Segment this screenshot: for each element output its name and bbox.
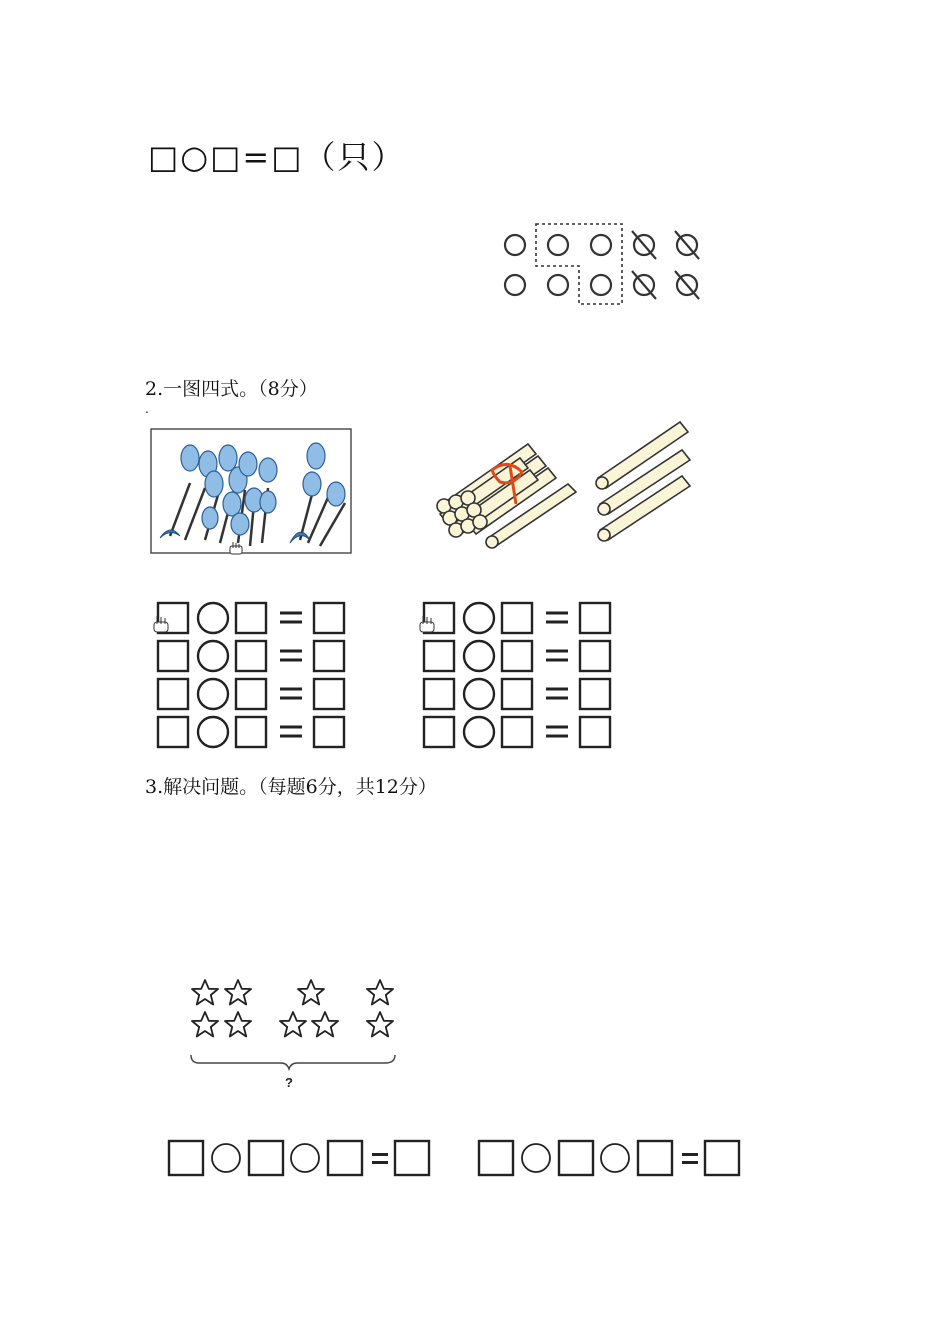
question-2-title: 2.一图四式。（8分） [145,378,318,400]
answer-box[interactable] [502,679,532,709]
tulip-icon [239,452,257,476]
equation-row [158,679,344,709]
sticks-picture [430,420,692,550]
grid-circle [505,235,525,255]
star-icon [312,1012,338,1037]
answer-box[interactable] [580,717,610,747]
answer-box[interactable] [395,1141,429,1175]
answer-box[interactable] [502,717,532,747]
operator-circle[interactable] [522,1144,550,1172]
tulip-icon [223,492,241,516]
equation-grid-left [150,598,360,758]
tulip-icon [202,507,218,529]
answer-box[interactable] [705,1141,739,1175]
equation-row [420,603,610,633]
star-icon [225,1012,251,1037]
answer-box[interactable] [424,717,454,747]
tulip-icon [181,445,199,471]
answer-box[interactable] [249,1141,283,1175]
bottom-equation-right [476,1138,748,1182]
equation-row [158,717,344,747]
equation-row [424,679,610,709]
star-icon [192,980,218,1005]
star-icon [367,1012,393,1037]
operator-circle[interactable] [198,679,228,709]
answer-box[interactable] [314,717,344,747]
answer-box[interactable] [169,1141,203,1175]
tulip-icon [327,482,345,506]
circle-grid [505,231,699,299]
tulip-icon [259,458,277,482]
equation-row [154,603,344,633]
operator-circle[interactable] [601,1144,629,1172]
answer-box[interactable] [559,1141,593,1175]
operator-circle[interactable] [198,641,228,671]
equation-grid-right [416,598,626,758]
operator-circle[interactable] [212,1144,240,1172]
operator-circle[interactable] [464,679,494,709]
question-3-title: 3.解决问题。（每题6分，共12分） [145,776,437,798]
circle-grid-figure [495,218,715,310]
answer-box[interactable] [314,679,344,709]
brace-label: ? [285,1075,293,1090]
answer-box[interactable] [158,717,188,747]
star-icon [298,980,324,1005]
tulip-picture [150,428,352,556]
answer-box[interactable] [314,603,344,633]
operator-circle[interactable] [291,1144,319,1172]
grid-circle [505,275,525,295]
stick-bundle [437,444,556,537]
answer-box[interactable] [236,641,266,671]
stars-figure [185,975,405,1095]
operator-circle[interactable] [464,603,494,633]
operator-circle[interactable] [464,717,494,747]
star-icon [225,980,251,1005]
answer-box[interactable] [424,641,454,671]
grid-circle [548,275,568,295]
tulip-icon [307,443,325,469]
operator-circle[interactable] [198,603,228,633]
equation-row [158,641,344,671]
top-equation: □○□=□（只） [148,138,406,176]
brace [191,1055,395,1069]
bottom-equation-left [166,1138,436,1182]
answer-box[interactable] [580,679,610,709]
answer-box[interactable] [314,641,344,671]
star-icon [192,1012,218,1037]
answer-box[interactable] [158,679,188,709]
stray-mark: . [145,402,149,416]
answer-box[interactable] [236,603,266,633]
answer-box[interactable] [479,1141,513,1175]
star-icon [280,1012,306,1037]
answer-box[interactable] [236,679,266,709]
answer-box[interactable] [502,603,532,633]
star-icon [367,980,393,1005]
answer-box[interactable] [580,603,610,633]
grid-circle [591,275,611,295]
tulip-icon [219,445,237,471]
tulip-icon [260,491,276,513]
grid-circle [591,235,611,255]
tulip-icon [205,471,223,497]
answer-box[interactable] [236,717,266,747]
answer-box[interactable] [580,641,610,671]
equation-row [424,641,610,671]
answer-box[interactable] [502,641,532,671]
answer-box[interactable] [424,679,454,709]
answer-box[interactable] [158,641,188,671]
equation-row [424,717,610,747]
tulip-icon [303,472,321,496]
tulip-icon [231,513,249,535]
operator-circle[interactable] [464,641,494,671]
answer-box[interactable] [638,1141,672,1175]
grid-circle [548,235,568,255]
operator-circle[interactable] [198,717,228,747]
answer-box[interactable] [328,1141,362,1175]
